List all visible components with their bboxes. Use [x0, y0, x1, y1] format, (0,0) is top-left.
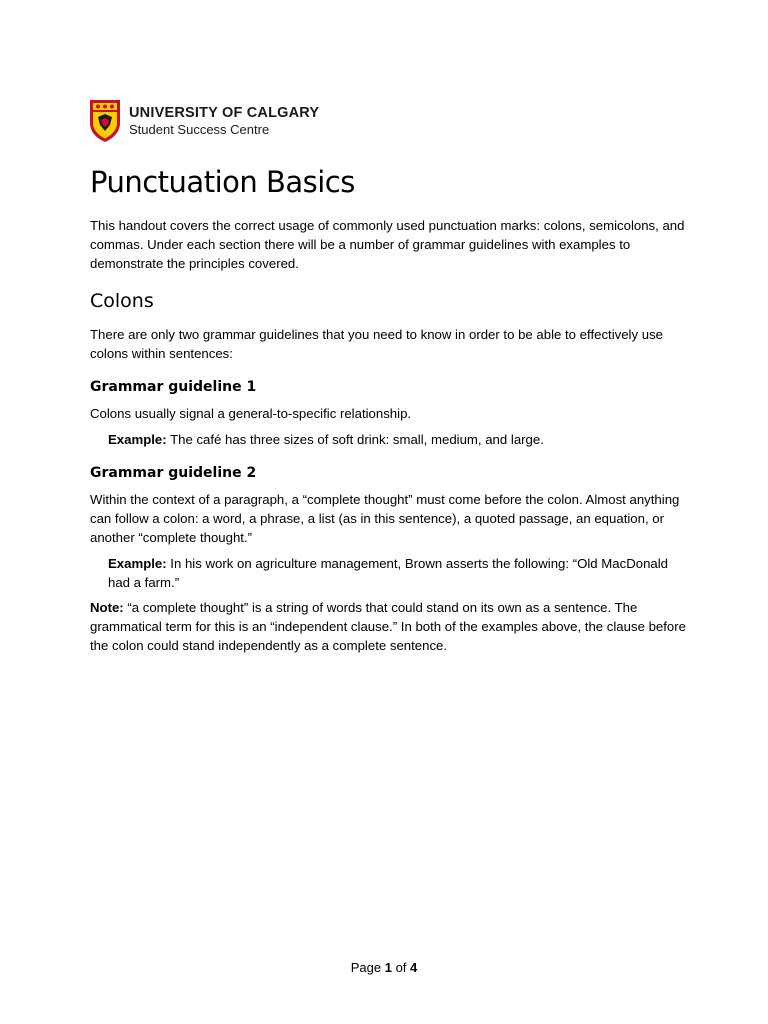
intro-paragraph: This handout covers the correct usage of commonly used punctuation marks: colons, semicolons, and commas. Under each section there will be a number of grammar guidelines with examples to demonstrate the principles covered.	[90, 218, 685, 271]
guideline-2-text: Within the context of a paragraph, a “complete thought” must come before the colon. Almost anything can follow a colon: a word, a phrase, a list (as in this sentence), a quoted passage, an equation, or another “complete thought.”	[90, 492, 680, 545]
logo-text	[129, 105, 319, 138]
current-page-number: 1	[384, 960, 392, 975]
guideline-1-heading: Grammar guideline 1	[90, 379, 257, 395]
note-paragraph	[90, 598, 690, 655]
page-word: Page	[350, 960, 385, 975]
guideline-1-text: Colons usually signal a general-to-specific relationship.	[90, 406, 412, 421]
document-body	[90, 160, 690, 655]
guideline-2-heading: Grammar guideline 2	[90, 465, 257, 481]
guideline-2-example	[108, 554, 690, 592]
university-logo	[89, 99, 319, 143]
colons-intro-paragraph: There are only two grammar guidelines that you need to know in order to be able to effectively use colons within sentences:	[90, 327, 664, 361]
document-title: Punctuation Basics	[90, 165, 355, 199]
university-crest-icon	[89, 99, 121, 143]
institution-name: UNIVERSITY OF CALGARY	[129, 104, 320, 121]
total-page-number: 4	[410, 960, 418, 975]
example-label: Example:	[108, 432, 167, 447]
of-word: of	[391, 960, 411, 975]
note-text: “a complete thought” is a string of words that could stand on its own as a sentence. The grammatical term for this is an “independent clause.” In both of the examples above, the clause before the colon could stand independently as a complete sentence.	[90, 600, 686, 653]
colons-heading: Colons	[90, 290, 154, 312]
example-text: In his work on agriculture management, Brown asserts the following: “Old MacDonald had a farm.”	[108, 556, 668, 590]
example-text: The café has three sizes of soft drink: small, medium, and large.	[166, 432, 544, 447]
example-label: Example:	[108, 556, 167, 571]
guideline-1-example	[108, 430, 690, 449]
note-label: Note:	[90, 600, 124, 615]
centre-name: Student Success Centre	[129, 121, 270, 137]
page-number-footer	[0, 958, 768, 978]
